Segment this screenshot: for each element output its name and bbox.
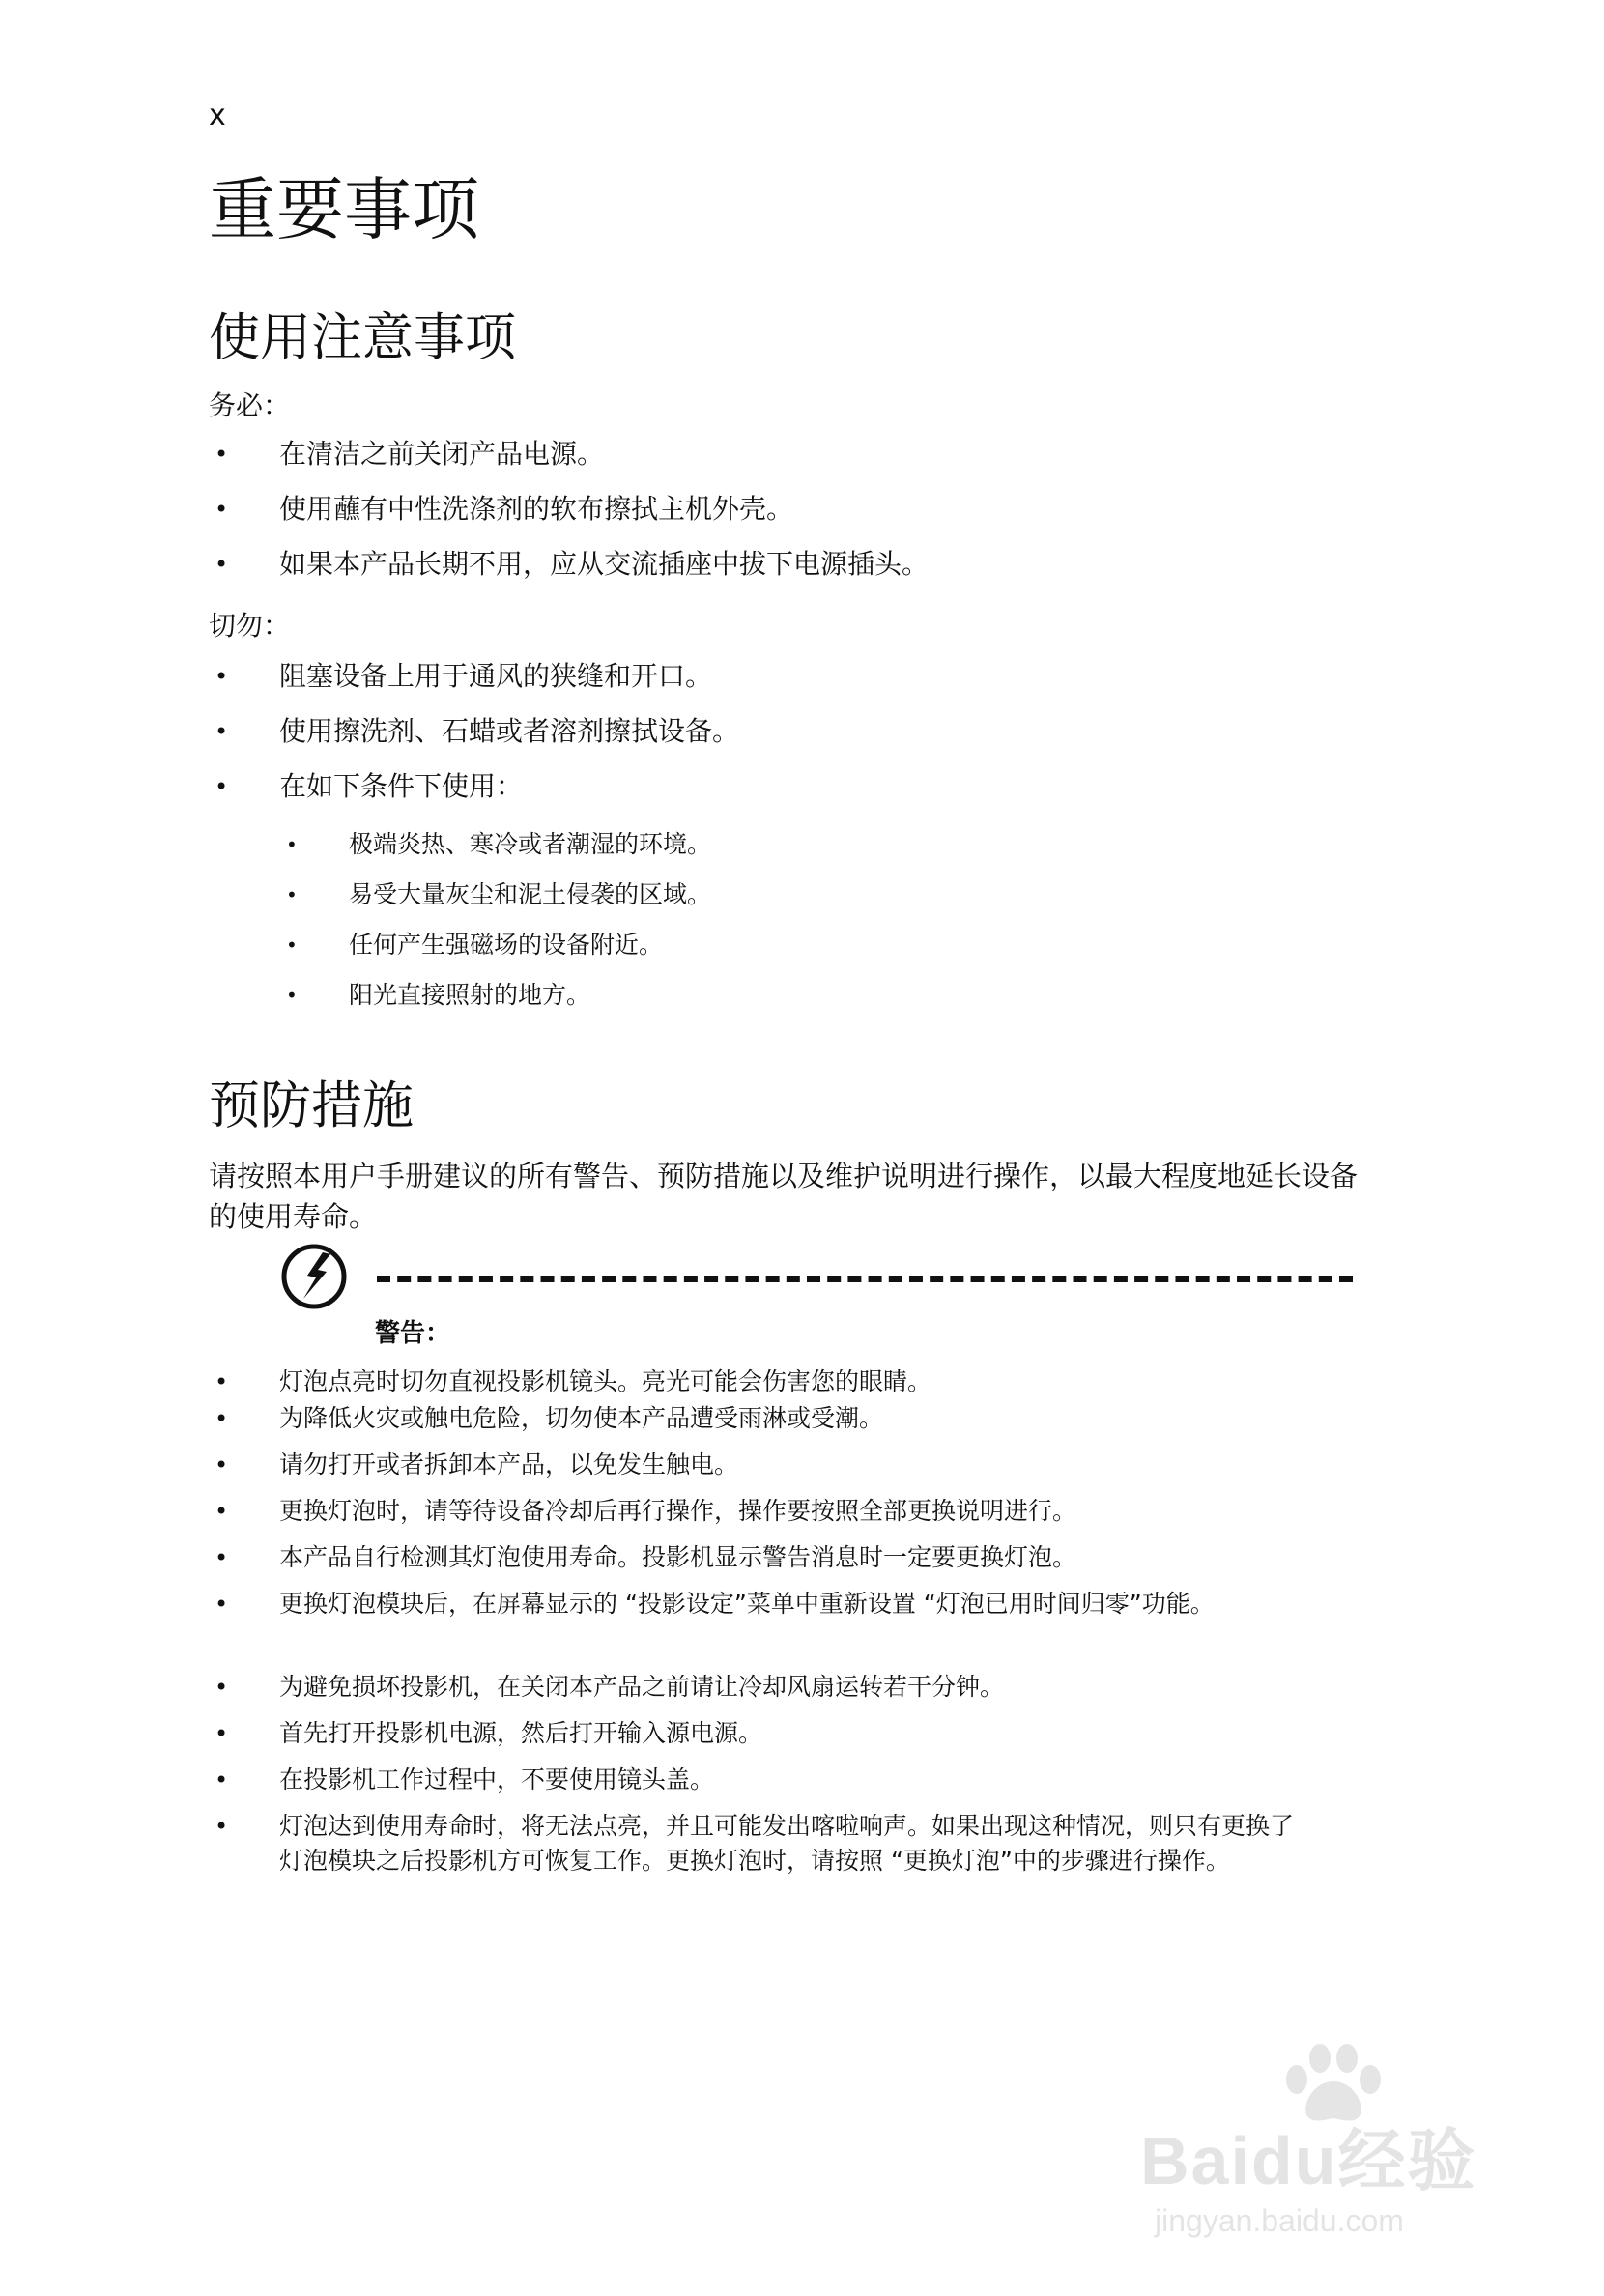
bullet-icon: • bbox=[286, 984, 298, 1007]
baidu-watermark bbox=[1140, 2039, 1527, 2281]
bullet-icon: • bbox=[215, 1405, 229, 1432]
bullet-icon: • bbox=[215, 663, 229, 690]
precautions-intro: 请按照本用户手册建议的所有警告、预防措施以及维护说明进行操作，以最大程度地延长设备的使用寿命。 bbox=[209, 1160, 1359, 1233]
warning-divider bbox=[377, 1276, 1353, 1282]
warning-label: 警告： bbox=[375, 1319, 451, 1348]
bullet-icon: • bbox=[215, 1766, 229, 1794]
bullet-icon: • bbox=[215, 1544, 229, 1571]
usage-heading: 使用注意事项 bbox=[209, 308, 516, 367]
bullet-icon: • bbox=[215, 773, 229, 800]
must-label: 务必： bbox=[209, 389, 291, 421]
watermark-logo: Baidu经验 bbox=[1140, 2123, 1477, 2198]
bullet-icon: • bbox=[215, 441, 229, 468]
warning-lightning-icon bbox=[280, 1243, 348, 1310]
bullet-icon: • bbox=[286, 833, 298, 856]
bullet-icon: • bbox=[215, 1813, 229, 1840]
precautions-heading: 预防措施 bbox=[209, 1076, 414, 1135]
bullet-icon: • bbox=[215, 496, 229, 523]
bullet-icon: • bbox=[215, 1498, 229, 1525]
bullet-icon: • bbox=[215, 551, 229, 578]
never-label: 切勿： bbox=[209, 610, 291, 642]
bullet-icon: • bbox=[286, 883, 298, 906]
bullet-icon: • bbox=[215, 1674, 229, 1701]
bullet-icon: • bbox=[286, 933, 298, 957]
bullet-icon: • bbox=[215, 1451, 229, 1478]
bullet-icon: • bbox=[215, 1720, 229, 1747]
bullet-icon: • bbox=[215, 1591, 229, 1618]
bullet-icon: • bbox=[215, 718, 229, 745]
watermark-url: jingyan.baidu.com bbox=[1155, 2203, 1404, 2238]
bullet-icon: • bbox=[215, 1368, 229, 1395]
page-title: 重要事项 bbox=[209, 170, 479, 249]
page-number: x bbox=[209, 99, 226, 132]
